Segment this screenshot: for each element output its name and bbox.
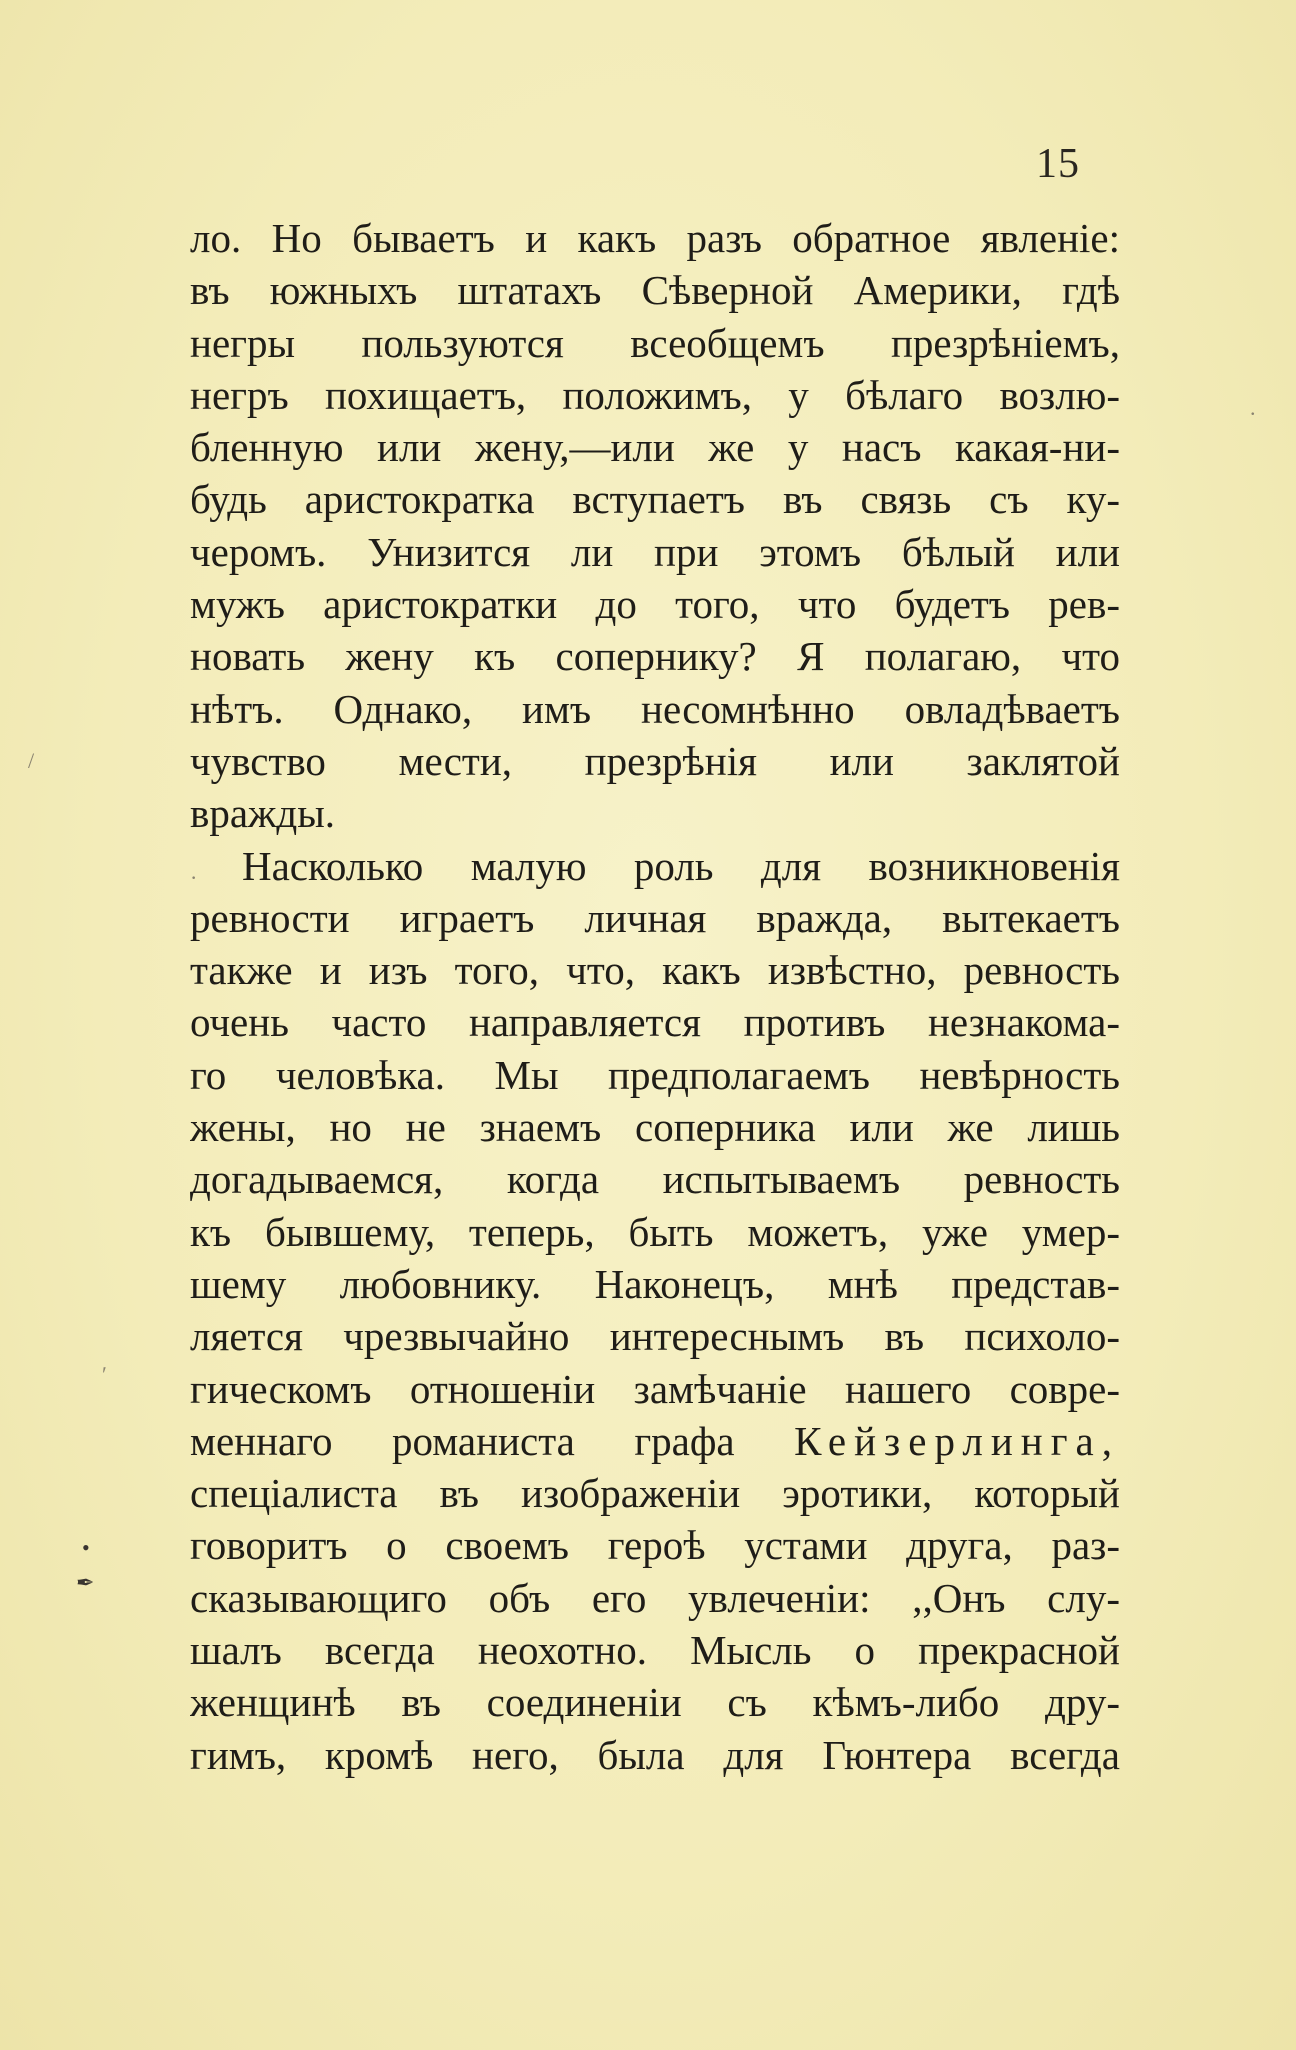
text-line: женщинѣ въ соединеніи съ кѣмъ-либо дру- [190,1679,1120,1726]
text-line: негры пользуются всеобщемъ презрѣніемъ, [190,319,1120,366]
text-line: въ южныхъ штатахъ Сѣверной Америки, гдѣ [190,267,1120,314]
text-line: къ бывшему, теперь, быть можетъ, уже умер- [190,1208,1120,1255]
stray-mark: . [1250,395,1256,420]
text-line: говоритъ о своемъ героѣ устами друга, раз- [190,1522,1120,1569]
paragraph-start-line: Насколько малую роль для возникновенія [242,842,1120,889]
text-line: жены, но не знаемъ соперника или же лишь [190,1104,1120,1151]
text-line: спеціалиста въ изображеніи эротики, который [190,1470,1120,1517]
text-line: ло. Но бываетъ и какъ разъ обратное явленіе: [190,215,1120,261]
line-text: меннаго романиста графа [190,1417,735,1464]
stray-mark: ʹ [102,1362,107,1387]
stray-mark: • [82,1535,90,1560]
body-text [190,212,1120,1781]
text-line: ляется чрезвычайно интереснымъ въ психоло- [190,1313,1120,1360]
stray-mark: ✒ [76,1570,95,1595]
text-line: шему любовнику. Наконецъ, мнѣ представ- [190,1260,1120,1307]
text-line: очень часто направляется противъ незнакома- [190,999,1120,1046]
text-line: го человѣка. Мы предполагаемъ невѣрность [190,1051,1120,1098]
text-line: новать жену къ сопернику? Я полагаю, что [190,633,1120,680]
stray-mark: / [28,748,35,773]
text-line: негръ похищаетъ, положимъ, у бѣлаго возлю- [190,371,1120,418]
text-line: ревности играетъ личная вражда, вытекаетъ [190,894,1120,941]
stray-mark: · [190,865,198,890]
text-line: мужъ аристократки до того, что будетъ рев- [190,581,1120,628]
text-line: черомъ. Унизится ли при этомъ бѣлый или [190,528,1120,575]
text-line: также и изъ того, что, какъ извѣстно, ревность [190,947,1120,994]
author-name-spaced: Кейзерлинга, [794,1417,1120,1464]
paragraph-end-line: вражды. [190,790,336,837]
text-line: сказывающиго объ его увлеченіи: ,,Онъ слу- [190,1574,1120,1621]
text-line: бленную или жену,—или же у насъ какая-ни- [190,424,1120,471]
text-line [190,1415,1120,1467]
text-line: гимъ, кромѣ него, была для Гюнтера всегда [190,1731,1120,1778]
text-line: шалъ всегда неохотно. Мысль о прекрасной [190,1627,1120,1674]
text-line: будь аристократка вступаетъ въ связь съ ку- [190,476,1120,523]
text-line: догадываемся, когда испытываемъ ревность [190,1156,1120,1203]
page-number: 15 [1036,141,1080,187]
text-line: чувство мести, презрѣнія или заклятой [190,737,1120,784]
text-line: нѣтъ. Однако, имъ несомнѣнно овладѣваетъ [190,685,1120,732]
text-line: гическомъ отношеніи замѣчаніе нашего совре- [190,1365,1120,1412]
